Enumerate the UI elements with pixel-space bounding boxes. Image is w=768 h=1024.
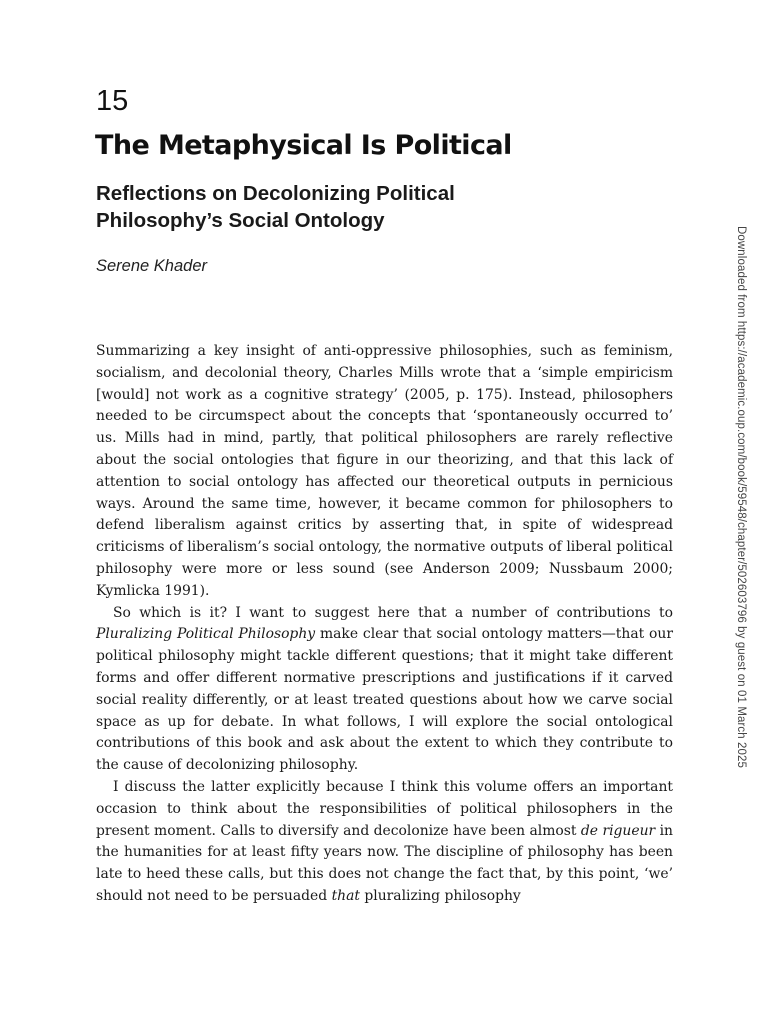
paragraph-3 <box>96 777 673 908</box>
book-title-emphasis: Pluralizing Political Philosophy <box>96 626 316 643</box>
download-watermark: Downloaded from https://academic.oup.com/book/59548/chapter/502603796 by guest on 01 March 2025 <box>735 226 747 769</box>
paragraph-3-part-a: I discuss the latter explicitly because I think this volume offers an important occasion to think about the responsibilities of political philosophers in the present moment. Calls to diversify and decolonize have been almost <box>96 778 673 839</box>
chapter-title: The Metaphysical Is Political <box>95 130 512 161</box>
de-rigueur-emphasis: de rigueur <box>580 822 656 839</box>
paragraph-1: Summarizing a key insight of anti-oppressive philosophies, such as feminism, socialism, and decolonial theory, Charles Mills wrote that a ‘simple empiricism [would] not work as a cognitive strategy’ (2005, p. 175). Instead, philosophers needed to be circumspect about the concepts that ‘spontaneously occurred to’ us. Mills had in mind, partly, that political philosophers are rarely reflective about the social ontologies that figure in our theorizing, and that this lack of attention to social ontology has affected our theoretical outputs in pernicious ways. Around the same time, however, it became common for philosophers to defend liberalism against critics by asserting that, in spite of widespread criticisms of liberalism’s social ontology, the normative outputs of liberal political philosophy were more or less sound (see Anderson 2009; Nussbaum 2000; Kymlicka 1991). <box>96 343 673 599</box>
that-emphasis: that <box>331 887 360 904</box>
chapter-body <box>96 341 673 908</box>
paragraph-2-part-b: make clear that social ontology matters—that our political philosophy might tackle different questions; that it might take different forms and offer different normative prescriptions and justifications if it carved social reality differently, or at least treated questions about how we carve social space as up for debate. In what follows, I will explore the social ontological contributions of this book and ask about the extent to which they contribute to the cause of decolonizing philosophy. <box>96 626 673 774</box>
chapter-author: Serene Khader <box>96 257 207 275</box>
paragraph-2-part-a: So which is it? I want to suggest here that a number of contributions to <box>113 604 673 621</box>
paragraph-3-part-c: pluralizing philosophy <box>359 887 521 904</box>
paragraph-2 <box>96 603 673 777</box>
chapter-number: 15 <box>96 85 129 117</box>
chapter-subtitle: Reflections on Decolonizing Political Philosophy’s Social Ontology <box>96 182 455 232</box>
paragraph-3-part-b: in the humanities for at least fifty years now. The discipline of philosophy has been late to heed these calls, but this does not change the fact that, by this point, ‘we’ should not need to be persuaded <box>96 822 674 904</box>
